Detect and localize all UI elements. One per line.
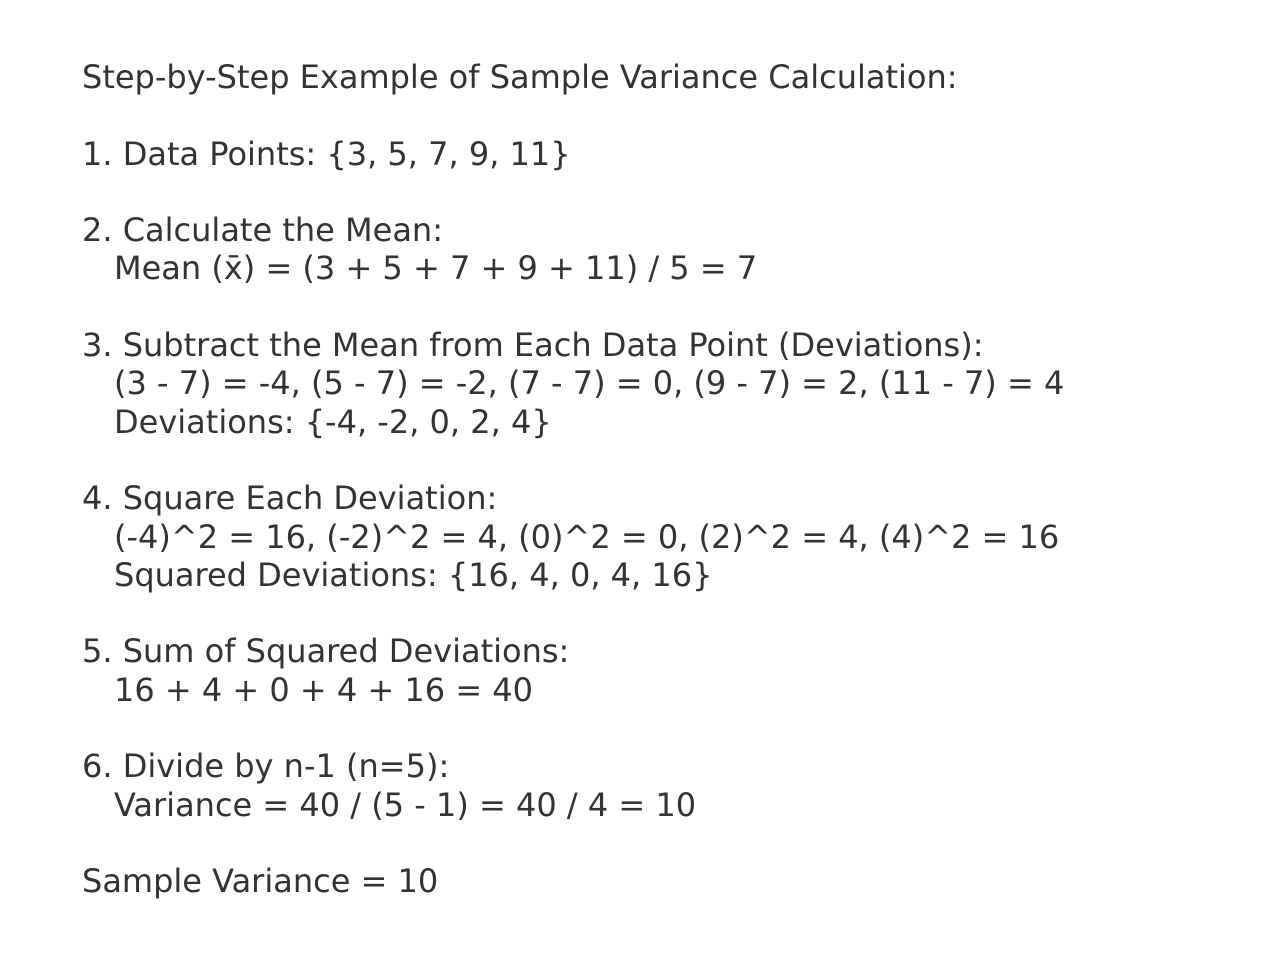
spacer	[82, 441, 1280, 479]
step-5-heading: 5. Sum of Squared Deviations:	[82, 632, 570, 671]
spacer	[82, 96, 1280, 134]
step-4-heading: 4. Square Each Deviation:	[82, 479, 498, 518]
final-result: Sample Variance = 10	[82, 862, 439, 901]
document-title: Step-by-Step Example of Sample Variance Calculation:	[82, 58, 958, 96]
spacer	[82, 173, 1280, 211]
step-5-detail: 16 + 4 + 0 + 4 + 16 = 40	[114, 670, 534, 709]
step-1-heading: 1. Data Points: {3, 5, 7, 9, 11}	[82, 134, 571, 173]
spacer	[82, 824, 1280, 862]
step-4-detail: Squared Deviations: {16, 4, 0, 4, 16}	[114, 555, 713, 594]
spacer	[82, 288, 1280, 326]
step-3-heading: 3. Subtract the Mean from Each Data Point (Deviations):	[82, 326, 984, 365]
step-3-detail: Deviations: {-4, -2, 0, 2, 4}	[114, 402, 552, 441]
step-6-detail: Variance = 40 / (5 - 1) = 40 / 4 = 10	[114, 785, 697, 824]
spacer	[82, 594, 1280, 632]
step-3-detail: (3 - 7) = -4, (5 - 7) = -2, (7 - 7) = 0, (9 - 7) = 2, (11 - 7) = 4	[114, 364, 1065, 403]
spacer	[82, 709, 1280, 747]
step-6-heading: 6. Divide by n-1 (n=5):	[82, 747, 450, 786]
step-2-detail: Mean (x̄) = (3 + 5 + 7 + 9 + 11) / 5 = 7	[114, 249, 758, 288]
step-2-heading: 2. Calculate the Mean:	[82, 211, 443, 250]
step-4-detail: (-4)^2 = 16, (-2)^2 = 4, (0)^2 = 0, (2)^2 = 4, (4)^2 = 16	[114, 517, 1060, 556]
